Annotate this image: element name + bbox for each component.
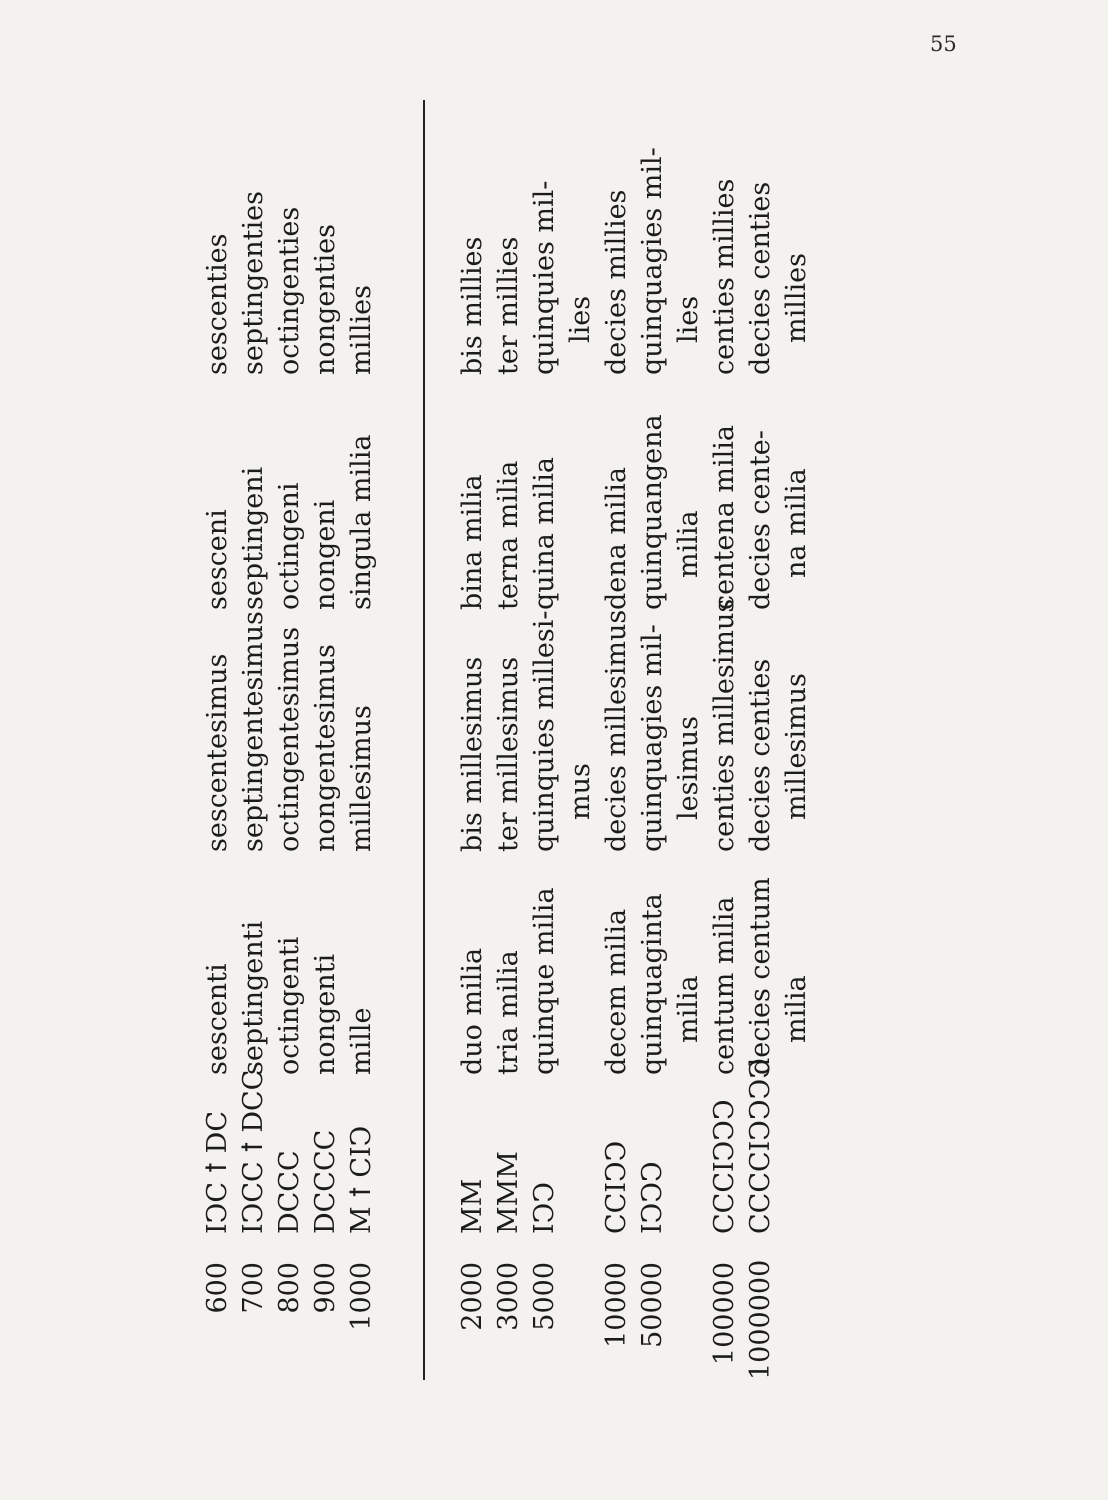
cardinal-cell: quinque milia xyxy=(529,887,560,1075)
ordinal-cell: quinquagies mil- xyxy=(637,624,668,852)
table-row xyxy=(563,100,599,1380)
numeral-adverb-cell: bis millies xyxy=(457,236,488,375)
cardinal-cell: milia xyxy=(673,975,704,1043)
table-row xyxy=(455,100,491,1380)
roman-numeral-cell: IↃↃↃ xyxy=(637,1161,668,1234)
ordinal-cell: mus xyxy=(565,763,596,820)
table-divider xyxy=(423,100,425,1380)
distributive-cell: terna milia xyxy=(493,460,524,610)
cardinal-cell: nongenti xyxy=(310,953,341,1075)
table-row xyxy=(779,100,815,1380)
distributive-cell: milia xyxy=(673,510,704,578)
table-row xyxy=(344,100,380,1380)
numeral-adverb-cell: sescenties xyxy=(202,233,233,375)
numeral-adverb-cell: millies xyxy=(346,285,377,375)
numeral-adverb-cell: lies xyxy=(673,295,704,343)
arabic-numeral-cell: 5000 xyxy=(529,1262,560,1331)
table-row xyxy=(308,100,344,1380)
arabic-numeral-cell: 700 xyxy=(238,1262,269,1314)
cardinal-cell: tria milia xyxy=(493,950,524,1075)
numeral-adverb-cell: lies xyxy=(565,295,596,343)
cardinal-cell: decies centum xyxy=(745,877,776,1075)
roman-numeral-cell: MM xyxy=(457,1178,488,1234)
ordinal-cell: decies centies xyxy=(745,658,776,852)
numeral-adverb-cell: ter millies xyxy=(493,236,524,375)
arabic-numeral-cell: 1000000 xyxy=(745,1259,776,1380)
ordinal-cell: millesimus xyxy=(346,705,377,852)
arabic-numeral-cell: 900 xyxy=(310,1262,341,1314)
distributive-cell: bina milia xyxy=(457,474,488,610)
cardinal-cell: decem milia xyxy=(601,908,632,1075)
ordinal-cell: millesimus xyxy=(781,673,812,820)
numeral-adverb-cell: centies millies xyxy=(709,178,740,375)
roman-numeral-cell: DCCCC xyxy=(310,1129,341,1234)
numeral-adverb-cell: decies millies xyxy=(601,189,632,375)
arabic-numeral-cell: 50000 xyxy=(637,1262,668,1348)
cardinal-cell: septingenti xyxy=(238,920,269,1075)
cardinal-cell: quinquaginta xyxy=(637,893,668,1075)
ordinal-cell: nongentesimus xyxy=(310,644,341,852)
table-row xyxy=(491,100,527,1380)
ordinal-cell: septingentesimus xyxy=(238,611,269,852)
arabic-numeral-cell: 100000 xyxy=(709,1262,740,1366)
table-row xyxy=(272,100,308,1380)
roman-numeral-cell: CCCIↃↃↃ xyxy=(709,1099,740,1234)
roman-numeral-cell: MMM xyxy=(493,1151,524,1234)
numeral-adverb-cell: nongenties xyxy=(310,223,341,375)
arabic-numeral-cell: 3000 xyxy=(493,1262,524,1331)
ordinal-cell: centies millesimus xyxy=(709,598,740,852)
distributive-cell: dena milia xyxy=(601,467,632,610)
table-row xyxy=(236,100,272,1380)
table-row xyxy=(707,100,743,1380)
roman-numeral-cell: DCCC xyxy=(274,1150,305,1234)
cardinal-cell: mille xyxy=(346,1007,377,1075)
distributive-cell: octingeni xyxy=(274,482,305,610)
numeral-adverb-cell: decies centies xyxy=(745,181,776,375)
distributive-cell: na milia xyxy=(781,468,812,578)
ordinal-cell: bis millesimus xyxy=(457,656,488,852)
numeral-table xyxy=(180,100,812,1380)
roman-numeral-cell: IↃCC ꝉ DCC xyxy=(238,1069,269,1234)
table-row xyxy=(200,100,236,1380)
cardinal-cell: centum milia xyxy=(709,896,740,1075)
ordinal-cell: sescentesimus xyxy=(202,653,233,852)
distributive-cell: nongeni xyxy=(310,499,341,610)
ordinal-cell: quinquies millesi- xyxy=(529,610,560,852)
distributive-cell: singula milia xyxy=(346,434,377,610)
distributive-cell: quina milia xyxy=(529,457,560,610)
distributive-cell: sesceni xyxy=(202,509,233,610)
distributive-cell: quinquangena xyxy=(637,414,668,610)
distributive-cell: centena milia xyxy=(709,425,740,610)
cardinal-cell: sescenti xyxy=(202,963,233,1075)
ordinal-cell: decies millesimus xyxy=(601,609,632,852)
table-row xyxy=(527,100,563,1380)
cardinal-cell: milia xyxy=(781,975,812,1043)
table-row xyxy=(671,100,707,1380)
ordinal-cell: octingentesimus xyxy=(274,626,305,852)
numeral-adverb-cell: millies xyxy=(781,253,812,343)
roman-numeral-cell: IↃC ꝉ DC xyxy=(202,1111,233,1234)
distributive-cell: decies cente- xyxy=(745,430,776,610)
numeral-adverb-cell: quinquagies mil- xyxy=(637,147,668,375)
arabic-numeral-cell: 10000 xyxy=(601,1262,632,1348)
ordinal-cell: lesimus xyxy=(673,716,704,820)
roman-numeral-cell: CCCCIↃↃↃↃ xyxy=(745,1058,776,1234)
numeral-adverb-cell: septingenties xyxy=(238,191,269,375)
distributive-cell: septingeni xyxy=(238,466,269,610)
arabic-numeral-cell: 1000 xyxy=(346,1262,377,1331)
table-row xyxy=(743,100,779,1380)
roman-numeral-cell: IↃↃ xyxy=(529,1182,560,1234)
numeral-adverb-cell: octingenties xyxy=(274,206,305,375)
cardinal-cell: octingenti xyxy=(274,936,305,1075)
roman-numeral-cell: M ꝉ CIↃ xyxy=(346,1125,377,1234)
table-row xyxy=(599,100,635,1380)
cardinal-cell: duo milia xyxy=(457,947,488,1075)
roman-numeral-cell: CCIↃↃ xyxy=(601,1140,632,1234)
arabic-numeral-cell: 600 xyxy=(202,1262,233,1314)
page-number: 55 xyxy=(930,32,957,56)
numeral-adverb-cell: quinquies mil- xyxy=(529,180,560,375)
ordinal-cell: ter millesimus xyxy=(493,656,524,852)
arabic-numeral-cell: 2000 xyxy=(457,1262,488,1331)
arabic-numeral-cell: 800 xyxy=(274,1262,305,1314)
table-row xyxy=(635,100,671,1380)
